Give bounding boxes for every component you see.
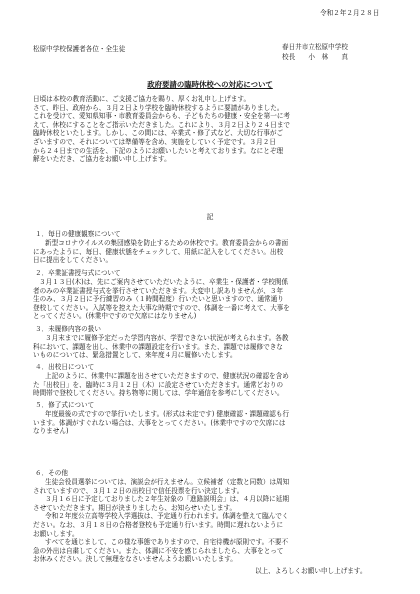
section-3-title: ３．未履修内容の扱い — [35, 325, 101, 333]
ki-heading: 記 — [206, 213, 214, 221]
sender-school: 春日井市立松原中学校 — [282, 43, 348, 51]
section-line: お休みください。決して無理をなさいませんようお願いいたします。 — [33, 555, 237, 564]
section-line: 年度最後の式ですので挙行いたします。(形式は未定です) 健康確認・課題確認も行 — [45, 410, 290, 418]
intro-line: 臨時休校といたします。しかし、この間には、卒業式・修了式など、大切な行事がご — [33, 129, 284, 138]
section-line: すべてを通じまして、この様な事態でありますので、自宅待機が原則です。不要不 — [45, 538, 289, 547]
section-line: 生のみ、３月２日に予行練習のみ（１時間程度）行いたいと思いますので、通常通り — [33, 295, 284, 304]
section-line: ださい。なお、３月１８日の合格者登校も予定通り行います。時間に遅れないように — [33, 520, 284, 529]
section-line: お願いします。 — [33, 529, 79, 538]
section-4-title: ４．出校日について — [35, 363, 95, 371]
intro-line: 日頃は本校の教育活動に、ご支援ご協力を賜り、厚くお礼申し上げます。 — [33, 95, 251, 103]
section-2-title: ２．卒業証書授与式について — [35, 269, 121, 277]
section-1-title: １．毎日の健康観察について — [35, 230, 121, 238]
section-5-title: ５．修了式について — [35, 401, 95, 409]
section-line: 令和２年度公立高等学校入学選抜は、予定通り行われます。体調を整えて臨んでく — [45, 512, 289, 521]
intro-line: ざいますので、それについては準備等を含め、実施をしていく予定です。３月２日 — [33, 137, 276, 146]
section-line: 新型コロナウイルスの集団感染を防止するための休校です。教育委員会からの書面 — [45, 239, 289, 247]
section-5-body — [33, 410, 393, 436]
addressee: 松原中学校保護者各位・全生徒 — [33, 45, 126, 53]
section-2-body — [33, 278, 393, 321]
section-line: 者のみの卒業証書授与式を挙行させていただきます。大変申し訳ありませんが、３年 — [33, 286, 284, 295]
section-line: いものについては、緊急措置として、来年度４月に履修いたします。 — [33, 351, 237, 360]
intro-line: これを受けて、愛知県知事・市教育委員会からも、子どもたちの健康・安全を第一に考 — [33, 112, 291, 121]
section-line: されていますので、３月１２日の出校日で信任投票を行い決定します。 — [33, 486, 244, 495]
section-6-title: ６．その他 — [35, 469, 68, 477]
date: 令和２年２月２８日 — [320, 9, 380, 17]
section-line: にあったように、毎日、健康状態をチェックして、用紙に記入をしてください。出校 — [33, 247, 284, 256]
section-line: ３月末までに履修予定だった学習内容が、学習できない状況が考えられます。各教 — [45, 334, 289, 342]
section-line: 日に提出をしてください。 — [33, 256, 113, 265]
section-1-body — [33, 239, 393, 265]
section-line: ３月１３日(木)は、先にご案内させていただいたように、卒業生・保護者・学校関係 — [39, 278, 289, 286]
intro-line: さて、昨日、政府から、３月２日より学校を臨時休校するように要請がありました。 — [33, 103, 284, 112]
intro-line: 解をいただき、ご協力をお願い申し上げます。 — [33, 155, 171, 164]
document-title: 政府要請の臨時休校への対応について — [147, 80, 273, 89]
closing: 以上、よろしくお願い申し上げます。 — [255, 567, 367, 575]
intro-line: えて、休校にすることをご指示いただきました。これにより、３月２日より２４日まで — [33, 120, 291, 129]
section-6-body — [33, 478, 393, 564]
section-line: 生徒会役員選挙については、演説会が行えません。立候補者（定数と同数）は周知 — [45, 478, 290, 486]
section-line: なりません) — [33, 427, 69, 436]
section-line: 上記のように、休業中に課題を出させていただきますので、健康状況の確認を含め — [45, 372, 289, 380]
section-line: います。体調がすぐれない場合は、大事をとってください。(休業中ですので欠席には — [33, 418, 286, 427]
section-line: 登校してください。入試等を控えた大事な時期ですので、体調を一番に考えて、大事を — [33, 303, 290, 312]
section-line: とってください。(休業中ですので欠席にはなりません) — [33, 312, 197, 321]
section-3-body — [33, 334, 393, 360]
section-line: ３月１６日に予定しておりました２年生対象の「進路説明会」は、４月以降に延期 — [45, 495, 289, 504]
intro-line: から２４日までの生活を、下記のようにお願いしたいと考えております。なにとぞ理 — [33, 146, 284, 155]
section-line: 時間帯で登校してください。持ち物等に関しては、学年通信を参考にしてください。 — [33, 389, 284, 398]
section-line: 急の外出は自粛してください。また、体調に不安を感じられましたら、大事をとって — [33, 546, 284, 555]
intro-paragraph — [33, 95, 393, 164]
section-line: させていただきます。期日が決まりましたら、お知らせいたします。 — [33, 503, 237, 512]
section-line: た「出校日」を、臨時に３月１２日（木）に設定させていただきます。通常どおりの — [33, 380, 284, 389]
section-line: 科において、課題を出し、休業中の課題設定を行います。また、課題では履修できな — [33, 342, 283, 351]
section-4-body — [33, 372, 393, 398]
sender-principal: 校長 小 林 真 — [282, 53, 348, 61]
